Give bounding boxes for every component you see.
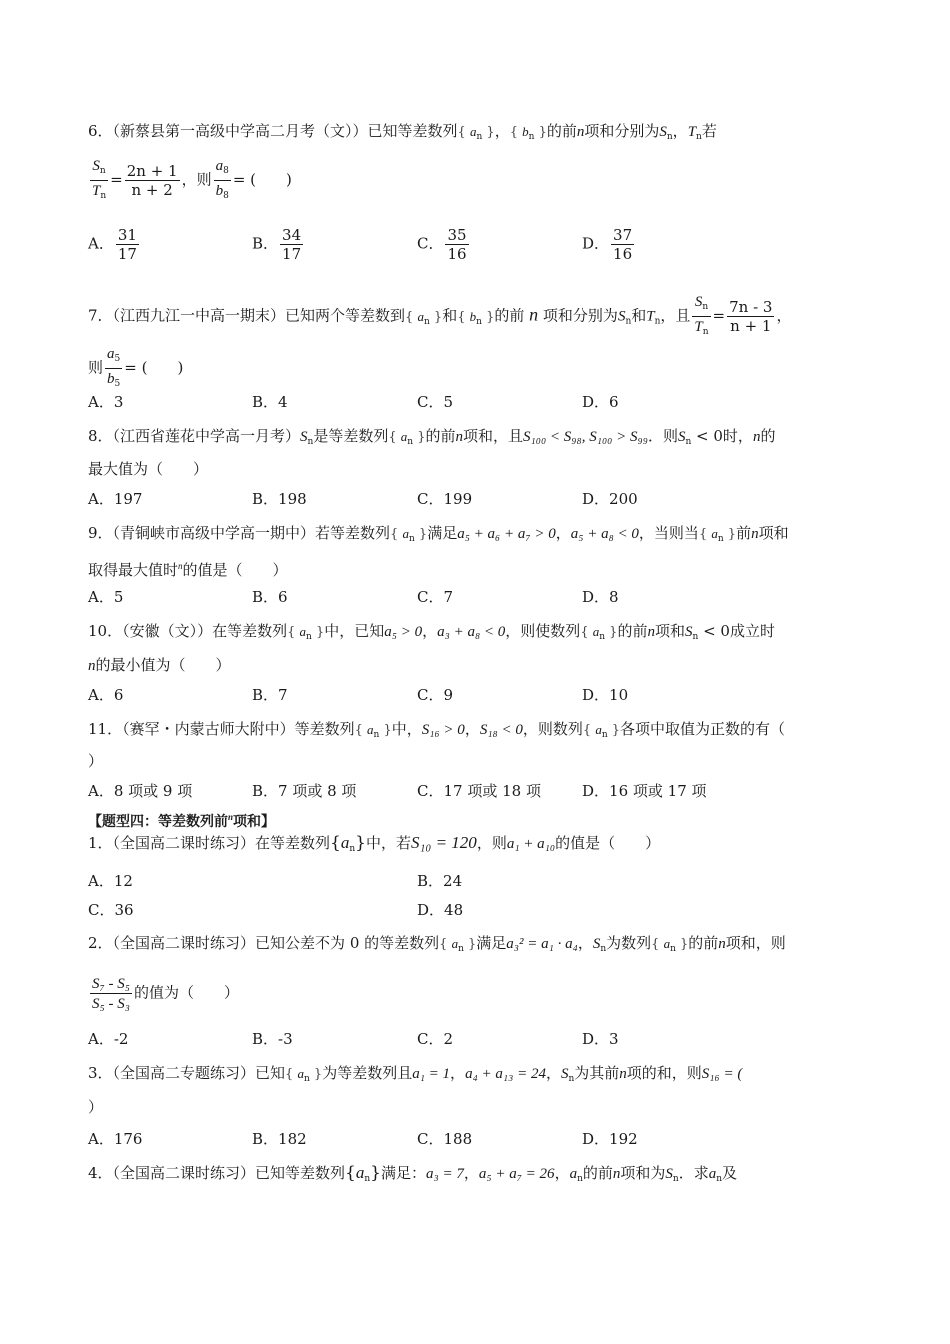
p2-option-b[interactable]: B．-3 xyxy=(252,1030,293,1048)
q7-line2: 则 $\frac{a_5}{b_5}$ = ( ) xyxy=(88,346,184,389)
q10-option-c[interactable]: C．9 xyxy=(417,686,454,704)
p2-option-c[interactable]: C．2 xyxy=(417,1030,454,1048)
p2-option-d[interactable]: D．3 xyxy=(582,1030,619,1048)
p3-option-a[interactable]: A．176 xyxy=(88,1130,143,1148)
p1-option-d[interactable]: D．48 xyxy=(417,901,464,919)
q9-option-a[interactable]: A．5 xyxy=(88,588,124,606)
p1-line1: 1．（全国高二课时练习）在等差数列$\{a_n\}$中，若S₁₀ = 120，则a₁ + a₁₀的值是（ ） xyxy=(88,833,661,854)
p2-line1: 2．（全国高二课时练习）已知公差不为 0 的等差数列{ $a_n$ }满足a₃² = a₁ · a₄，$S_n$为数列{ $a_n$ }的前n项和，则 xyxy=(88,934,786,954)
q7-option-a[interactable]: A．3 xyxy=(88,393,124,411)
q6-line1: 6．（新蔡县第一高级中学高二月考（文））已知等差数列{ $a_n$ }，{ $b_n$ }的前n项和分别为$S_n$，$T_n$若 xyxy=(88,122,717,142)
q7-line1: 7．（江西九江一中高一期末）已知两个等差数到{ $a_n$ }和{ $b_n$ }的前 n 项和分别为$S_n$和$T_n$，且 $\frac{S_n}{T_n}$ = $\frac{7n - 3}{n + 1}$ ， xyxy=(88,294,792,337)
q6-frac-ask: $\frac{a_8}{b_8}$ xyxy=(215,158,229,201)
q10-line2: n的最小值为（ ） xyxy=(88,656,231,674)
q10-option-b[interactable]: B．7 xyxy=(252,686,288,704)
q6-option-b[interactable]: B． $\frac{34}{17}$ xyxy=(252,226,302,263)
q6-option-a[interactable]: A． $\frac{31}{17}$ xyxy=(88,226,137,263)
q6-frac-rhs: $\frac{2n + 1}{n + 2}$ xyxy=(126,162,178,199)
p2-line2: $\frac{\text{S₇ - S₅}}{\text{S₅ - S₃}}$ 的值为（ ） xyxy=(92,976,239,1012)
q6-option-c[interactable]: C． $\frac{35}{16}$ xyxy=(417,226,467,263)
p3-line1: 3．（全国高二专题练习）已知{ $a_n$ }为等差数列且a₁ = 1，a₄ + a₁₃ = 24，$S_n$为其前n项的和，则S₁₆ = ( xyxy=(88,1064,743,1084)
p4-line1: 4．（全国高二课时练习）已知等差数列$\{a_n\}$满足：a₃ = 7，a₅ + a₇ = 26，$a_n$的前n项和为$S_n$．求$a_n$及 xyxy=(88,1163,738,1184)
q6-line2: $\frac{S_n}{T_n}$ = $\frac{2n + 1}{n + 2}$ ，则 $\frac{a_8}{b_8}$ = ( ) xyxy=(88,156,292,205)
q8-option-c[interactable]: C．199 xyxy=(417,490,473,508)
p3-option-b[interactable]: B．182 xyxy=(252,1130,307,1148)
q8-option-b[interactable]: B．198 xyxy=(252,490,307,508)
q9-option-c[interactable]: C．7 xyxy=(417,588,454,606)
seq-b: { $b_n$ } xyxy=(509,124,547,142)
q9-line1: 9．（青铜峡市高级中学高一期中）若等差数列{ $a_n$ }满足a₅ + a₆ + a₇ > 0，a₅ + a₈ < 0，当则当{ $a_n$ }前n项和 xyxy=(88,524,789,544)
p3-line2: ） xyxy=(88,1098,104,1116)
q11-option-a[interactable]: A．8 项或 9 项 xyxy=(88,782,193,800)
seq-a: { $a_n$ } xyxy=(457,124,495,142)
q11-option-b[interactable]: B．7 项或 8 项 xyxy=(252,782,357,800)
q11-option-c[interactable]: C．17 项或 18 项 xyxy=(417,782,541,800)
p3-option-c[interactable]: C．188 xyxy=(417,1130,473,1148)
p1-option-c[interactable]: C．36 xyxy=(88,901,134,919)
q9-option-d[interactable]: D．8 xyxy=(582,588,619,606)
q6-option-d[interactable]: D． $\frac{37}{16}$ xyxy=(582,226,633,263)
q10-option-d[interactable]: D．10 xyxy=(582,686,629,704)
q7-option-b[interactable]: B．4 xyxy=(252,393,288,411)
q11-line2: ） xyxy=(88,752,104,770)
section-heading: 【题型四：等差数列前$^n$项和】 xyxy=(88,812,276,830)
q11-option-d[interactable]: D．16 项或 17 项 xyxy=(582,782,707,800)
q8-line1: 8．（江西省莲花中学高一月考）$S_n$是等差数列{ $a_n$ }的前n项和，且S₁₀₀ < S₉₈, S₁₀₀ > S₉₉．则$S_n < 0$时，n的 xyxy=(88,427,776,447)
p1-option-b[interactable]: B．24 xyxy=(417,872,463,890)
p2-option-a[interactable]: A．-2 xyxy=(88,1030,129,1048)
q10-line1: 10．（安徽（文））在等差数列{ $a_n$ }中，已知a₅ > 0，a₃ + a₈ < 0，则使数列{ $a_n$ }的前n项和$S_n < 0$成立时 xyxy=(88,622,775,642)
q8-line2: 最大值为（ ） xyxy=(88,460,209,478)
q9-option-b[interactable]: B．6 xyxy=(252,588,288,606)
q11-line1: 11．（赛罕・内蒙古师大附中）等差数列{ $a_n$ }中，S₁₆ > 0，S₁₈ < 0，则数列{ $a_n$ }各项中取值为正数的有（ xyxy=(88,720,786,740)
q7-option-d[interactable]: D．6 xyxy=(582,393,619,411)
q6-frac-lhs: $\frac{S_n}{T_n}$ xyxy=(92,158,107,201)
q8-option-d[interactable]: D．200 xyxy=(582,490,638,508)
p3-option-d[interactable]: D．192 xyxy=(582,1130,638,1148)
q10-option-a[interactable]: A．6 xyxy=(88,686,124,704)
q9-line2: 取得最大值时$^n$的值是（ ） xyxy=(88,561,288,579)
q8-option-a[interactable]: A．197 xyxy=(88,490,143,508)
p1-option-a[interactable]: A．12 xyxy=(88,872,133,890)
q7-option-c[interactable]: C．5 xyxy=(417,393,454,411)
